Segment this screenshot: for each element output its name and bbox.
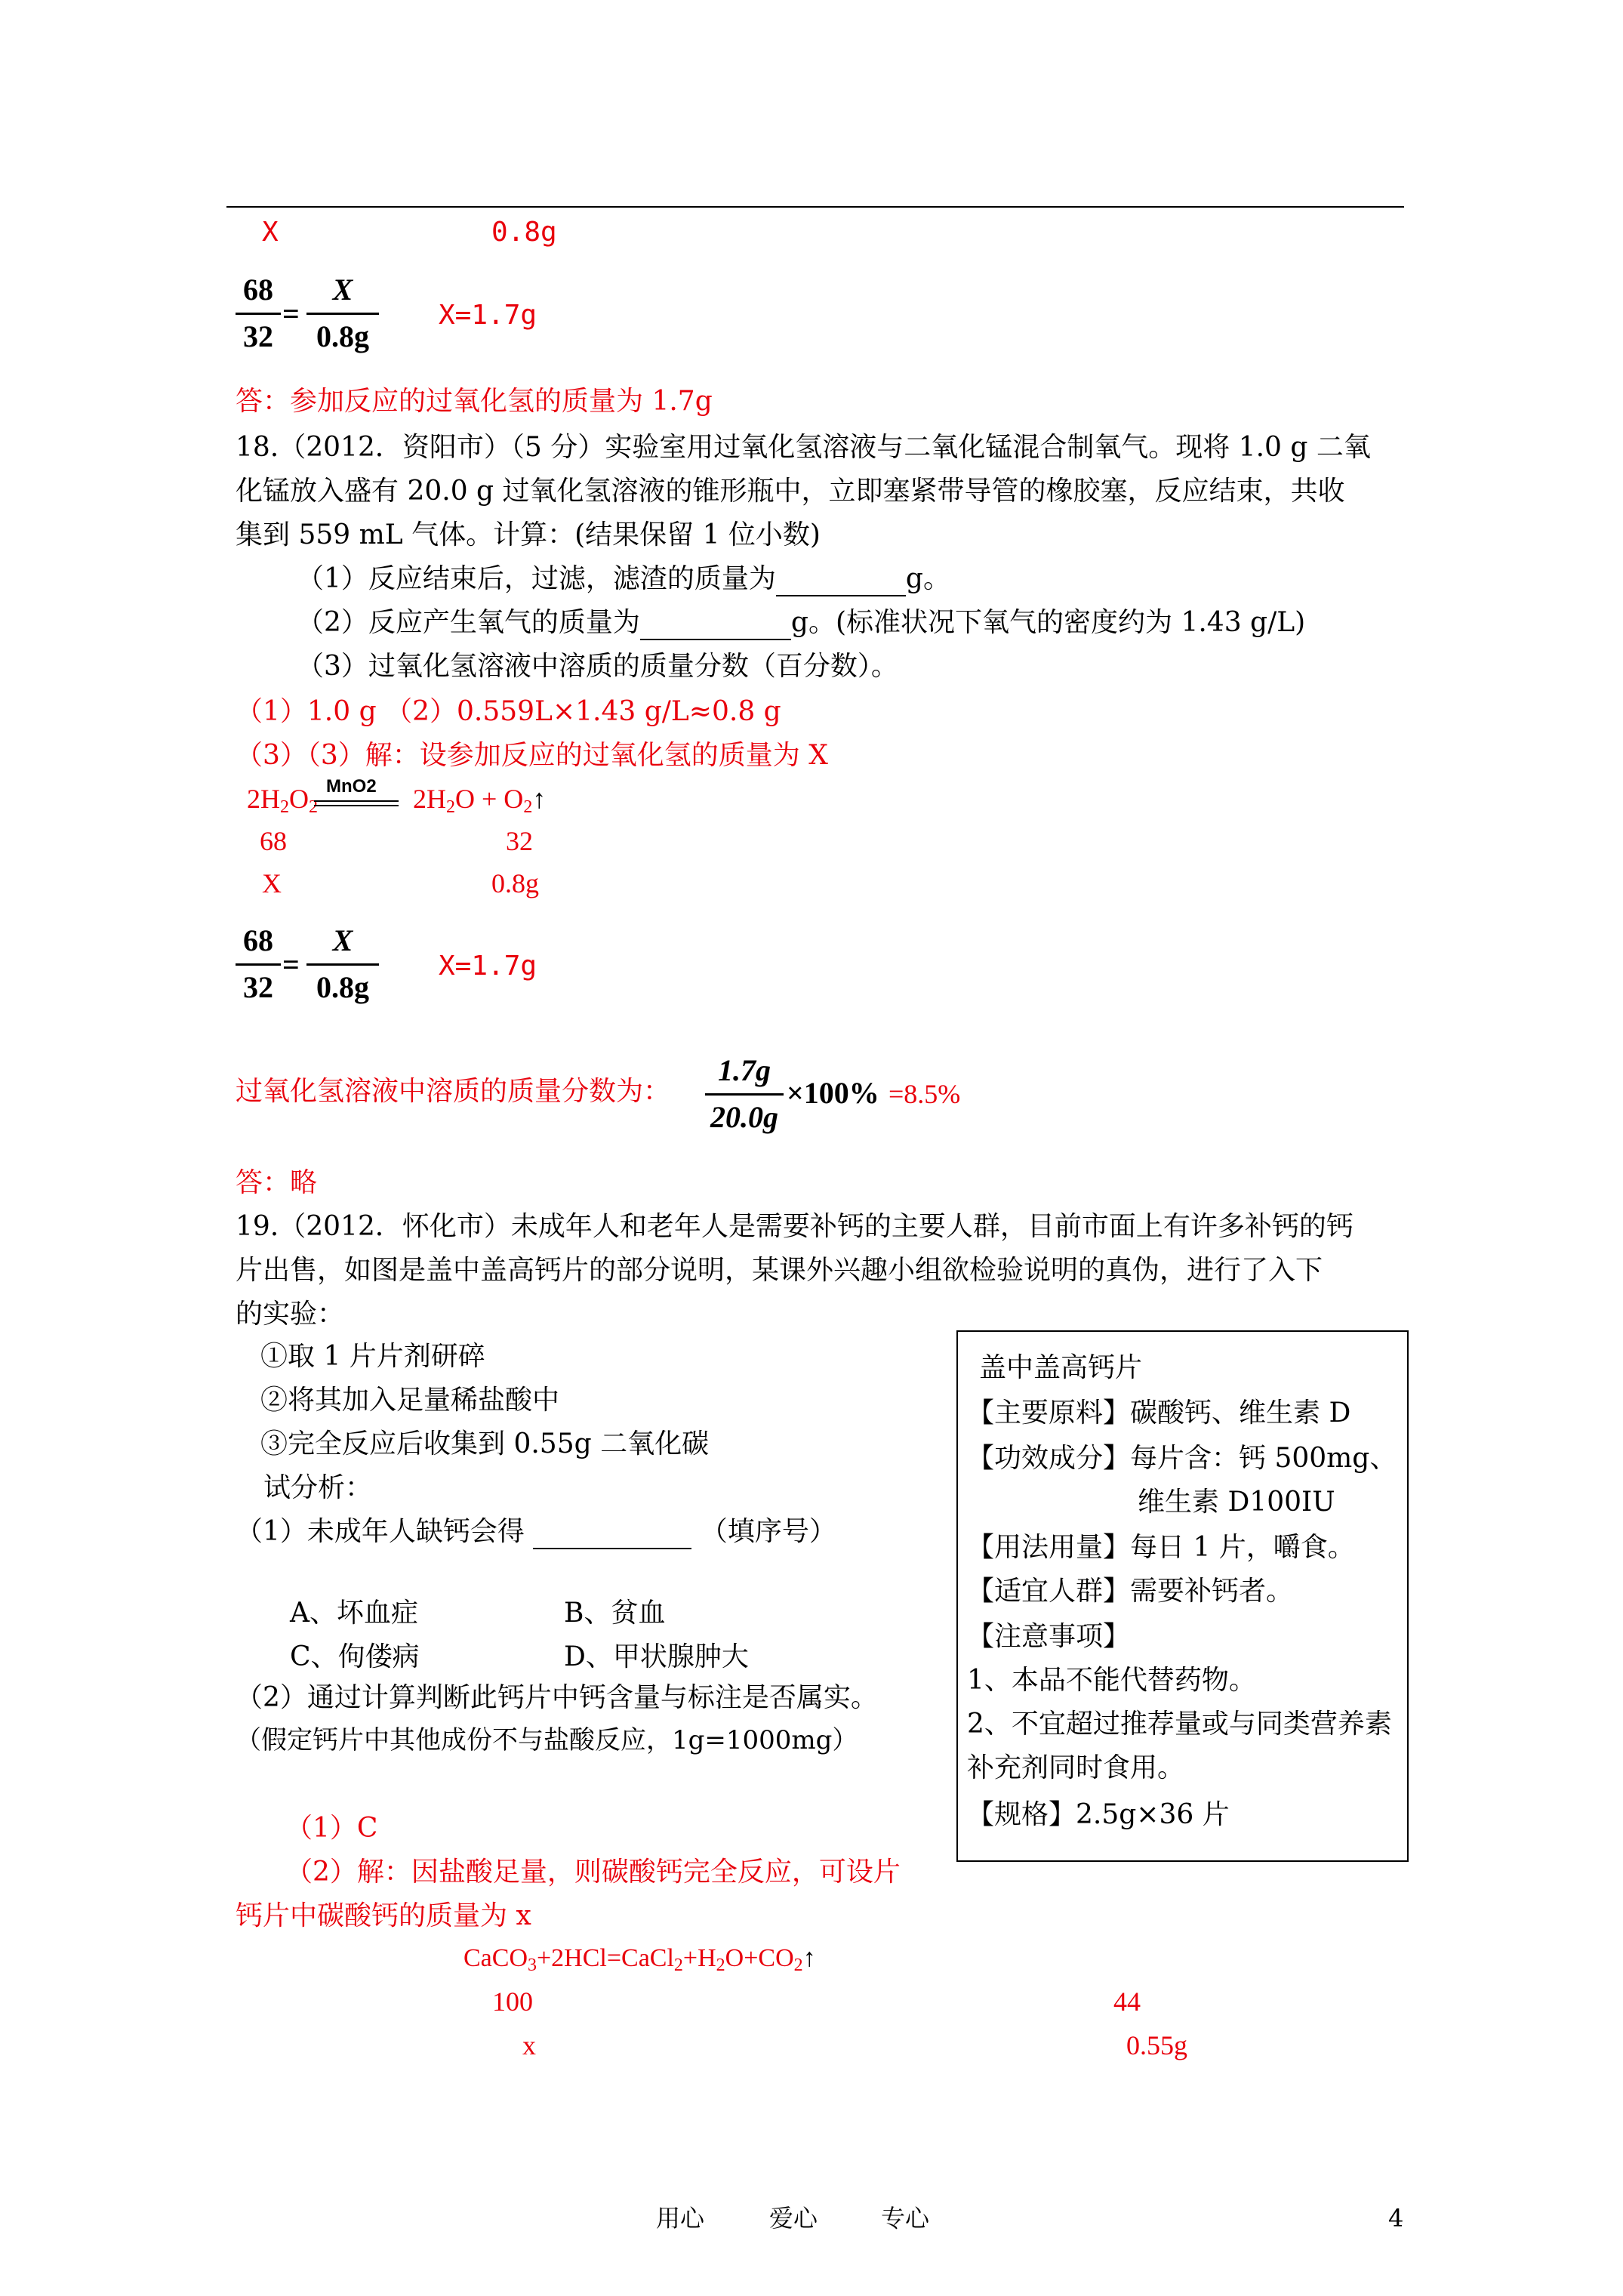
- footer-motto-2: 爱心: [769, 2204, 818, 2233]
- q19-step1: ①取 1 片片剂研碎: [260, 1341, 485, 1372]
- top-x-label: X: [262, 217, 279, 248]
- q19-line1: 19.（2012．怀化市）未成年人和老年人是需要补钙的主要人群，目前市面上有许多补钙的钙: [236, 1211, 1354, 1242]
- q18-fraction-left: 68 32: [236, 923, 281, 1007]
- q19-equation: $CaCO_3+2HCl=CaCl_2+H_2O+CO_2↑$: [463, 1944, 816, 1975]
- product-title: 盖中盖高钙片: [979, 1352, 1143, 1383]
- q18-fraction-right: X 0.8g: [306, 923, 379, 1007]
- q18-percent-result: =8.5%: [888, 1079, 961, 1109]
- top-answer: 答：参加反应的过氧化氢的质量为 1.7g: [236, 386, 713, 417]
- q19-option-a: A、坏血症: [290, 1598, 418, 1629]
- top-fraction-right: X 0.8g: [306, 272, 379, 356]
- q18-mass-32: 32: [506, 826, 533, 856]
- q19-step3: ③完全反应后收集到 0.55g 二氧化碳: [260, 1428, 710, 1459]
- q18-mass-label: 0.8g: [491, 868, 539, 898]
- q19-option-c: C、佝偻病: [290, 1641, 420, 1672]
- top-result: X=1.7g: [439, 300, 537, 331]
- q19-mass-100: 100: [492, 1986, 533, 2017]
- product-ingredients: 【主要原料】碳酸钙、维生素 D: [967, 1398, 1351, 1428]
- top-mass-label: 0.8g: [491, 217, 557, 248]
- q18-reaction-reactant: $2H_2O_2$: [247, 784, 318, 817]
- q18-blank2[interactable]: [640, 606, 791, 640]
- product-note-2: 2、不宜超过推荐量或与同类营养素: [967, 1709, 1392, 1740]
- q18-blank1[interactable]: [776, 562, 906, 596]
- product-info-box: [956, 1330, 1409, 1862]
- footer-motto-3: 专心: [881, 2204, 930, 2233]
- q18-line2: 化锰放入盛有 20.0 g 过氧化氢溶液的锥形瓶中，立即塞紧带导管的橡胶塞，反应结束，共收: [236, 476, 1345, 507]
- q19-blank1[interactable]: [533, 1515, 691, 1549]
- q19-line2: 片出售，如图是盖中盖高钙片的部分说明，某课外兴趣小组欲检验说明的真伪，进行了入下: [236, 1255, 1323, 1286]
- q18-mass-68: 68: [260, 826, 287, 856]
- q19-sub1: （1）未成年人缺钙会得 （填序号）: [236, 1515, 836, 1549]
- q19-answer1: （1）C: [285, 1813, 378, 1844]
- q18-percent-fraction: 1.7g 20.0g: [705, 1052, 784, 1137]
- q19-x-label: x: [522, 2030, 536, 2060]
- product-usage: 【用法用量】每日 1 片，嚼食。: [967, 1532, 1355, 1563]
- q18-x-label: X: [262, 868, 282, 898]
- product-notes-heading: 【注意事项】: [967, 1621, 1131, 1652]
- product-note-1: 1、本品不能代替药物。: [967, 1665, 1256, 1696]
- product-target: 【适宜人群】需要补钙者。: [967, 1576, 1294, 1607]
- q18-answer3: （3）（3）解：设参加反应的过氧化氢的质量为 X: [236, 740, 828, 771]
- q18-answer1: （1）1.0 g （2）0.559L×1.43 g/L≈0.8 g: [236, 696, 781, 727]
- product-note-2-cont: 补充剂同时食用。: [967, 1752, 1185, 1783]
- q18-sub2: （2）反应产生氧气的质量为 g。(标准状况下氧气的密度约为 1.43 g/L): [297, 606, 1305, 640]
- page-number: 4: [1388, 2204, 1404, 2233]
- q19-answer2-line2: 钙片中碳酸钙的质量为 x: [236, 1900, 531, 1931]
- product-effect-cont: 维生素 D100IU: [1138, 1487, 1335, 1518]
- q18-catalyst: MnO2: [326, 776, 377, 797]
- q19-step2: ②将其加入足量稀盐酸中: [260, 1385, 560, 1416]
- q18-percent-mult: ×100%: [787, 1076, 879, 1110]
- q18-equals: =: [282, 948, 300, 982]
- q18-reaction-equals: [314, 800, 399, 806]
- q18-result: X=1.7g: [439, 951, 537, 982]
- q18-percent-label: 过氧化氢溶液中溶质的质量分数为：: [236, 1076, 671, 1107]
- footer-motto-1: 用心: [656, 2204, 705, 2233]
- header-rule: [226, 206, 1404, 208]
- product-spec: 【规格】2.5g×36 片: [967, 1799, 1230, 1830]
- q19-option-d: D、甲状腺肿大: [564, 1641, 749, 1672]
- q18-sub3: （3）过氧化氢溶液中溶质的质量分数（百分数）。: [297, 651, 898, 682]
- q19-option-b: B、贫血: [564, 1598, 666, 1629]
- q19-mass-055: 0.55g: [1126, 2030, 1187, 2060]
- q19-sub2-note: （假定钙片中其他成份不与盐酸反应，1g=1000mg）: [236, 1725, 858, 1755]
- q18-line3: 集到 559 mL 气体。计算：(结果保留 1 位小数): [236, 519, 821, 550]
- top-fraction-left: 68 32: [236, 272, 281, 356]
- top-equals: =: [282, 297, 300, 331]
- q19-line3: 的实验：: [236, 1299, 345, 1330]
- q18-sub1: （1）反应结束后，过滤，滤渣的质量为 g。: [297, 562, 950, 596]
- q18-answer-brief: 答：略: [236, 1167, 318, 1198]
- q19-mass-44: 44: [1113, 1986, 1141, 2017]
- product-effect: 【功效成分】每片含：钙 500mg、: [967, 1443, 1397, 1474]
- q18-reaction-products: $2H_2O$ + $O_2↑$: [413, 784, 547, 817]
- q19-analysis: 试分析：: [263, 1472, 373, 1503]
- q19-sub2: （2）通过计算判断此钙片中钙含量与标注是否属实。: [236, 1682, 878, 1713]
- q18-line1: 18.（2012．资阳市）（5 分）实验室用过氧化氢溶液与二氧化锰混合制氧气。现将 1.0 g 二氧: [236, 432, 1371, 463]
- q19-answer2-line1: （2）解：因盐酸足量，则碳酸钙完全反应，可设片: [285, 1857, 901, 1888]
